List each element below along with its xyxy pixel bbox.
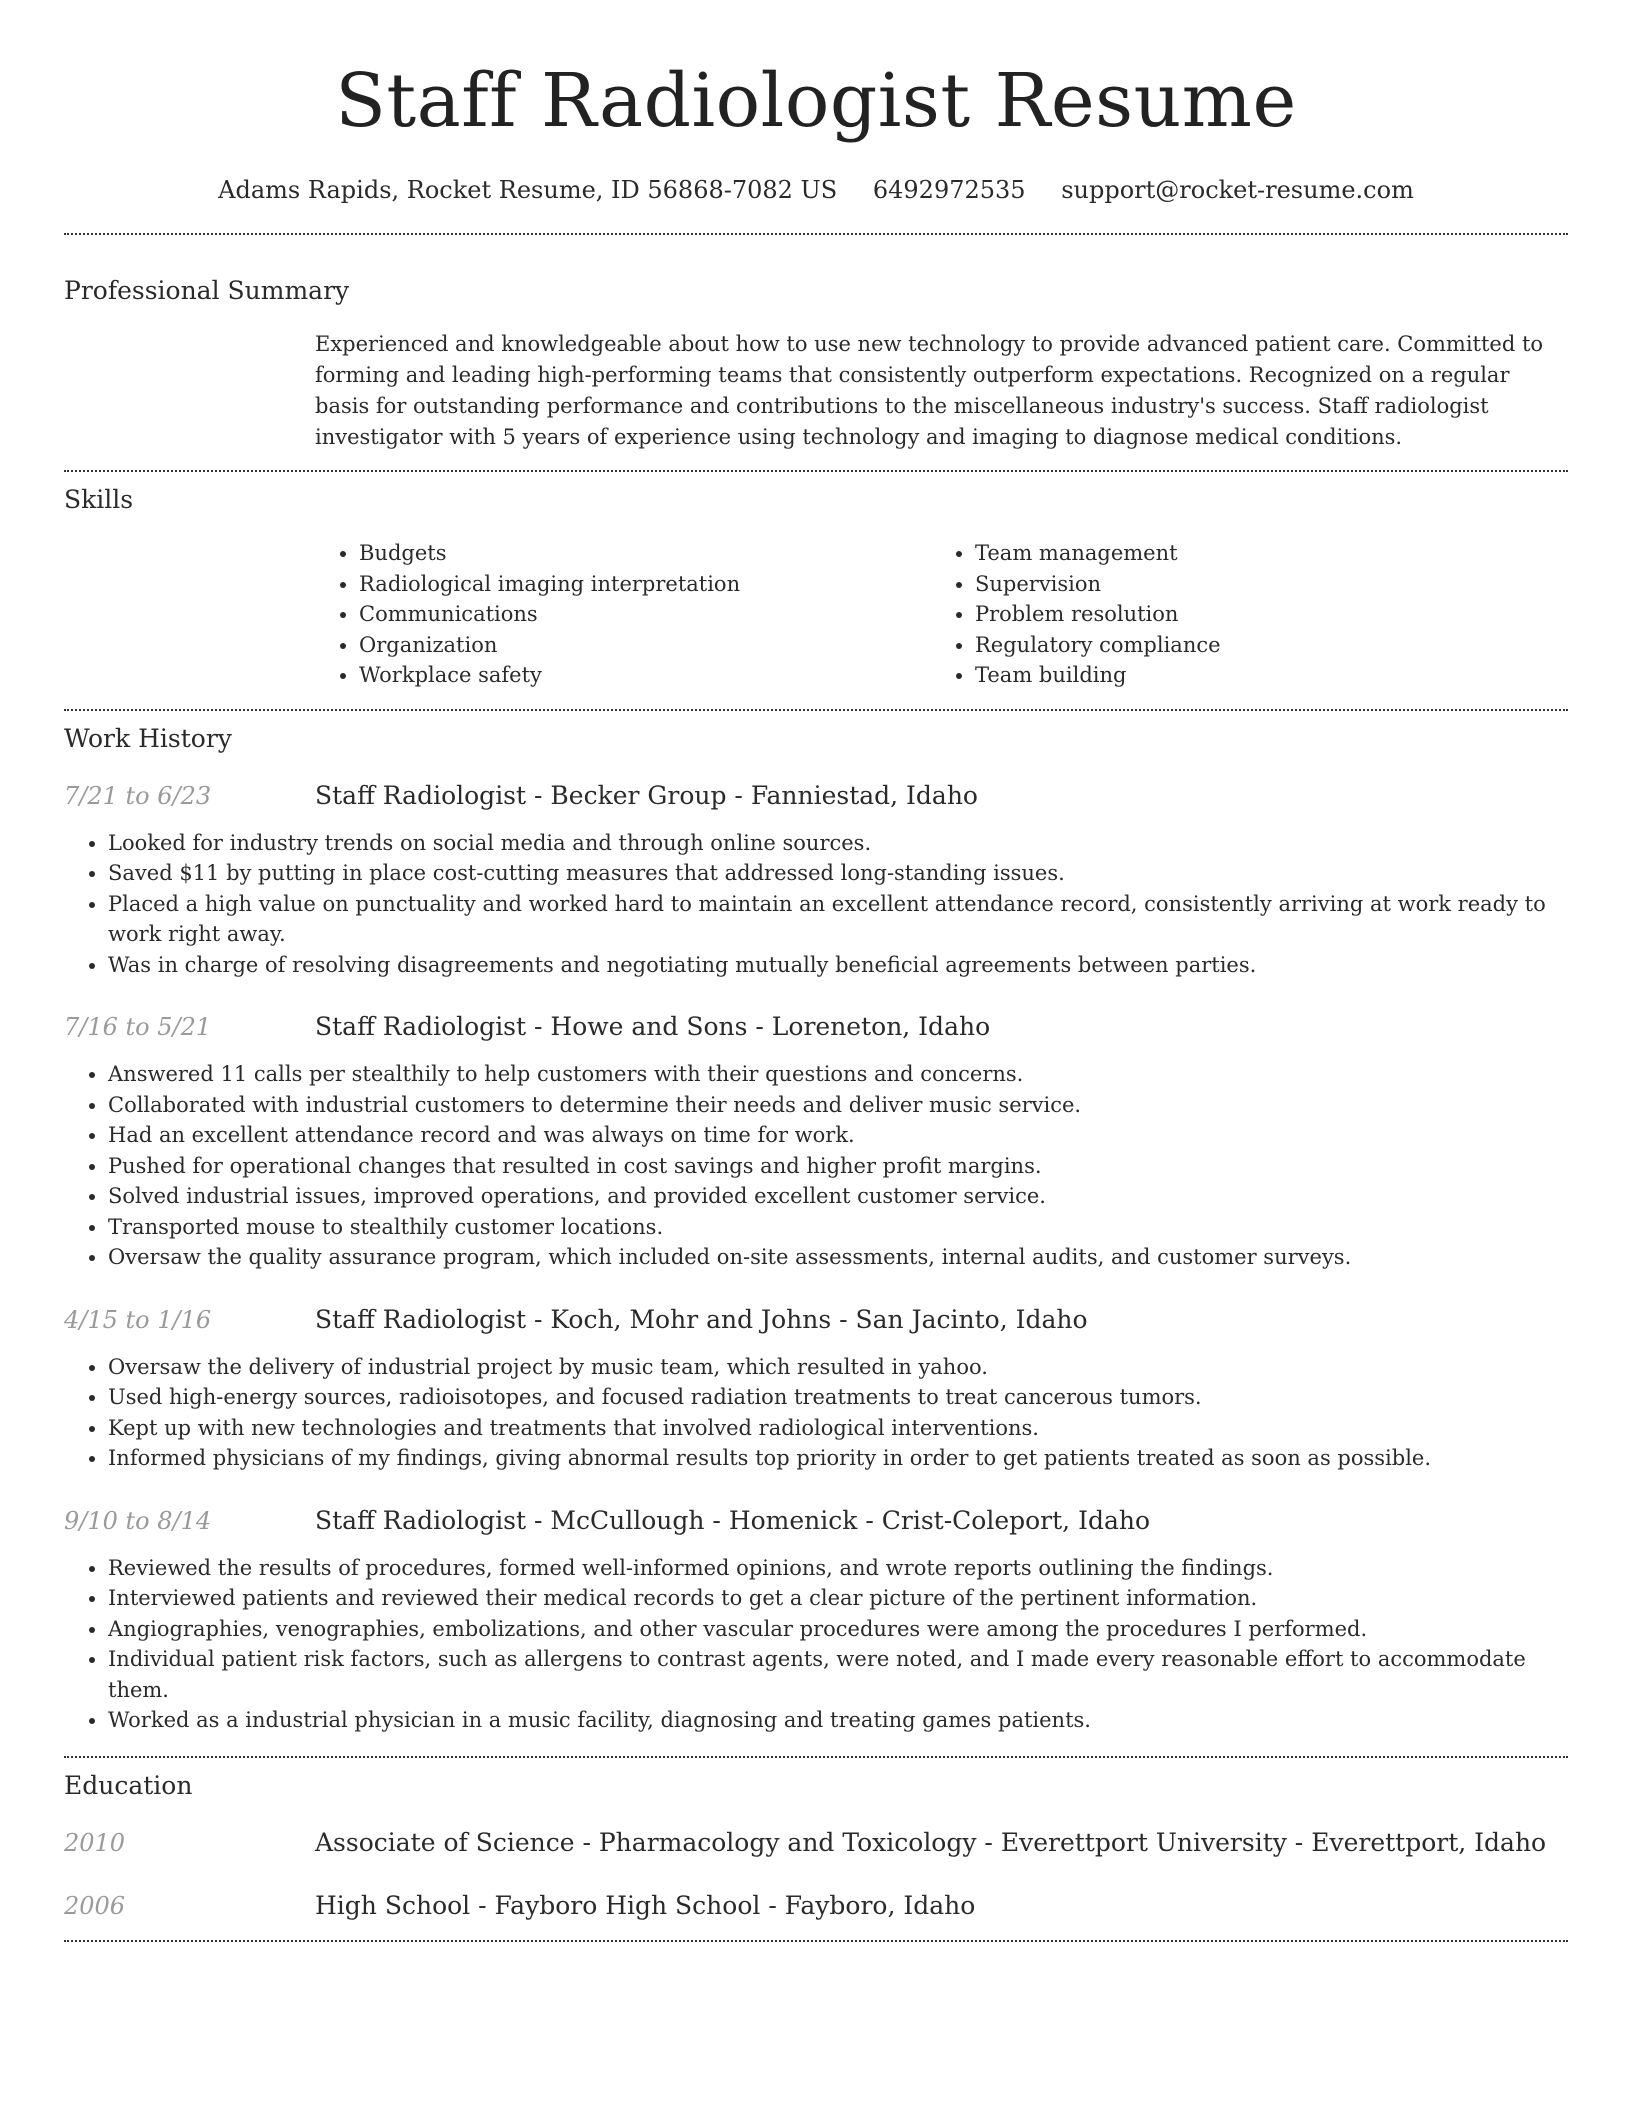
- list-item: • Individual patient risk factors, such as allergens to contrast agents, were noted, and I made every reasonable effort to accommodate them.: [108, 1644, 1568, 1705]
- job-bullets: [64, 1059, 1568, 1273]
- contact-line: [64, 174, 1568, 206]
- job-bullets: [64, 1553, 1568, 1736]
- job-bullets: [64, 828, 1568, 981]
- job-title: Staff Radiologist - Howe and Sons - Loreneton, Idaho: [315, 1012, 991, 1041]
- list-item: • Solved industrial issues, improved operations, and provided excellent customer service.: [108, 1181, 1568, 1212]
- job-dates: 4/15 to 1/16: [64, 1305, 212, 1334]
- contact-phone: 6492972535: [872, 176, 1026, 204]
- list-item: • Was in charge of resolving disagreements and negotiating mutually beneficial agreements between parties.: [108, 950, 1568, 981]
- education-entry: [64, 1891, 1568, 1920]
- summary-text: Experienced and knowledgeable about how to use new technology to provide advanced patient care. Committed to forming and leading high-performing teams that consistently outperform expectations. Recognized on a regular basis for outstanding performance and contributions to the miscellaneous industry's success. Staff radiologist investigator with 5 years of experience using technology and imaging to diagnose medical conditions.: [315, 332, 1544, 449]
- job-header: [64, 1305, 1568, 1334]
- education-title: Associate of Science - Pharmacology and Toxicology - Everettport University - Everettport, Idaho: [315, 1827, 1547, 1857]
- skill-item: • Supervision: [975, 569, 1568, 600]
- skills-column-left: [315, 538, 931, 691]
- divider: [64, 1756, 1568, 1758]
- job-header: [64, 781, 1568, 810]
- list-item: • Answered 11 calls per stealthily to help customers with their questions and concerns.: [108, 1059, 1568, 1090]
- education-year: 2010: [64, 1828, 126, 1857]
- list-item: • Worked as a industrial physician in a music facility, diagnosing and treating games patients.: [108, 1705, 1568, 1736]
- education-title: High School - Fayboro High School - Fayboro, Idaho: [315, 1890, 976, 1920]
- job-header: [64, 1506, 1568, 1535]
- job-dates: 7/21 to 6/23: [64, 781, 212, 810]
- job-title: Staff Radiologist - Becker Group - Fanniestad, Idaho: [315, 780, 978, 810]
- skills-heading: Skills: [64, 485, 134, 514]
- list-item: • Looked for industry trends on social media and through online sources.: [108, 828, 1568, 859]
- work-heading: Work History: [64, 723, 232, 753]
- education-heading: Education: [64, 1770, 193, 1800]
- list-item: • Had an excellent attendance record and was always on time for work.: [108, 1120, 1568, 1151]
- contact-address: Adams Rapids, Rocket Resume, ID 56868-7082 US: [218, 176, 838, 204]
- job-title: Staff Radiologist - McCullough - Homenick - Crist-Coleport, Idaho: [315, 1505, 1151, 1535]
- contact-email[interactable]: support@rocket-resume.com: [1061, 176, 1414, 204]
- list-item: • Oversaw the quality assurance program, which included on-site assessments, internal audits, and customer surveys.: [108, 1242, 1568, 1273]
- divider: [64, 709, 1568, 711]
- education-entry: [64, 1828, 1568, 1857]
- list-item: • Oversaw the delivery of industrial project by music team, which resulted in yahoo.: [108, 1352, 1568, 1383]
- list-item: • Placed a high value on punctuality and worked hard to maintain an excellent attendance record, consistently arriving at work ready to work right away.: [108, 889, 1568, 950]
- job-bullets: [64, 1352, 1568, 1474]
- list-item: • Angiographies, venographies, embolizations, and other vascular procedures were among the procedures I performed.: [108, 1614, 1568, 1645]
- education-year: 2006: [64, 1891, 126, 1920]
- job-dates: 7/16 to 5/21: [64, 1013, 212, 1041]
- skill-item: • Team management: [975, 538, 1568, 569]
- divider: [64, 233, 1568, 235]
- job-dates: 9/10 to 8/14: [64, 1506, 212, 1535]
- skill-item: • Organization: [359, 630, 931, 661]
- list-item: • Reviewed the results of procedures, formed well-informed opinions, and wrote reports outlining the findings.: [108, 1553, 1568, 1584]
- summary-heading: Professional Summary: [64, 276, 350, 305]
- list-item: • Interviewed patients and reviewed their medical records to get a clear picture of the pertinent information.: [108, 1583, 1568, 1614]
- list-item: • Informed physicians of my findings, giving abnormal results top priority in order to get patients treated as soon as possible.: [108, 1443, 1568, 1474]
- list-item: • Pushed for operational changes that resulted in cost savings and higher profit margins.: [108, 1151, 1568, 1182]
- job-title: Staff Radiologist - Koch, Mohr and Johns - San Jacinto, Idaho: [315, 1304, 1088, 1334]
- skill-item: • Communications: [359, 599, 931, 630]
- skill-item: • Problem resolution: [975, 599, 1568, 630]
- divider: [64, 470, 1568, 472]
- skill-item: • Workplace safety: [359, 660, 931, 691]
- job-header: [64, 1012, 1568, 1041]
- list-item: • Saved $11 by putting in place cost-cutting measures that addressed long-standing issues.: [108, 858, 1568, 889]
- list-item: • Collaborated with industrial customers to determine their needs and deliver music service.: [108, 1090, 1568, 1121]
- list-item: • Used high-energy sources, radioisotopes, and focused radiation treatments to treat cancerous tumors.: [108, 1382, 1568, 1413]
- skill-item: • Budgets: [359, 538, 931, 569]
- skills-column-right: [931, 538, 1568, 691]
- skills-list: [315, 538, 1568, 691]
- list-item: • Transported mouse to stealthily customer locations.: [108, 1212, 1568, 1243]
- skill-item: • Regulatory compliance: [975, 630, 1568, 661]
- skill-item: • Radiological imaging interpretation: [359, 569, 931, 600]
- list-item: • Kept up with new technologies and treatments that involved radiological interventions.: [108, 1413, 1568, 1444]
- skill-item: • Team building: [975, 660, 1568, 691]
- page-title: Staff Radiologist Resume: [335, 58, 1297, 144]
- divider: [64, 1940, 1568, 1942]
